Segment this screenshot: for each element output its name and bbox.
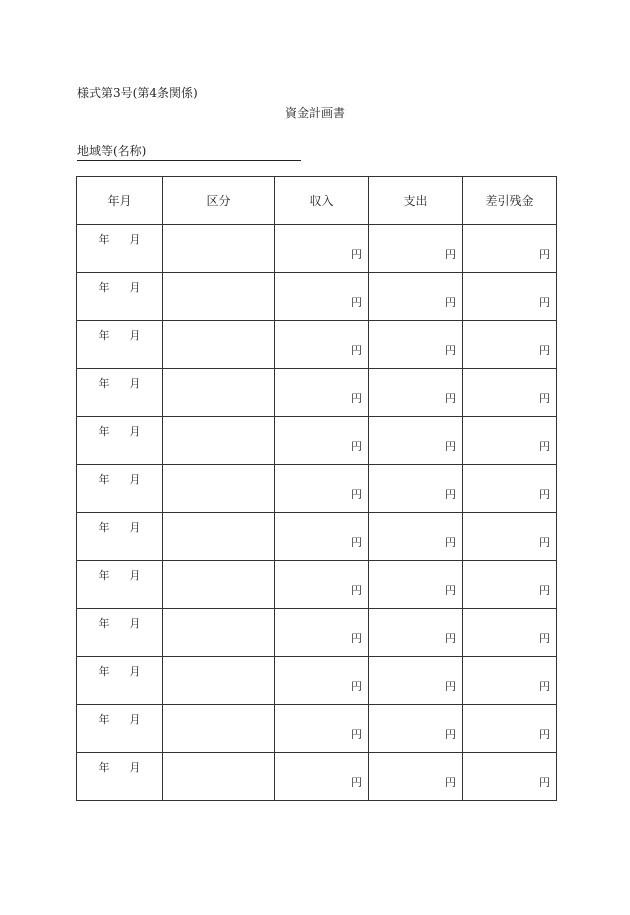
income-cell[interactable] [275, 465, 369, 513]
yen-unit: 円 [539, 776, 550, 789]
balance-cell[interactable] [463, 369, 557, 417]
yen-unit: 円 [351, 488, 362, 501]
form-number: 様式第3号(第4条関係) [77, 86, 198, 100]
income-cell[interactable] [275, 657, 369, 705]
category-cell[interactable] [163, 321, 275, 369]
yen-unit: 円 [351, 248, 362, 261]
year-month-cell[interactable] [77, 321, 163, 369]
yen-unit: 円 [539, 488, 550, 501]
balance-cell[interactable] [463, 609, 557, 657]
expense-cell[interactable] [369, 273, 463, 321]
category-cell[interactable] [163, 225, 275, 273]
category-cell[interactable] [163, 753, 275, 801]
balance-cell[interactable] [463, 513, 557, 561]
balance-cell[interactable] [463, 225, 557, 273]
income-cell[interactable] [275, 513, 369, 561]
expense-cell[interactable] [369, 705, 463, 753]
yen-unit: 円 [351, 344, 362, 357]
expense-cell[interactable] [369, 369, 463, 417]
year-label: 年 [98, 665, 110, 678]
year-label: 年 [98, 713, 110, 726]
month-label: 月 [129, 617, 141, 630]
year-month-cell[interactable] [77, 417, 163, 465]
yen-unit: 円 [539, 440, 550, 453]
table-row [77, 417, 557, 465]
header-year-month: 年月 [77, 177, 163, 225]
yen-unit: 円 [445, 248, 456, 261]
month-label: 月 [129, 281, 141, 294]
balance-cell[interactable] [463, 561, 557, 609]
yen-unit: 円 [445, 632, 456, 645]
yen-unit: 円 [539, 392, 550, 405]
balance-cell[interactable] [463, 657, 557, 705]
yen-unit: 円 [445, 680, 456, 693]
month-label: 月 [129, 665, 141, 678]
table-row [77, 225, 557, 273]
category-cell[interactable] [163, 465, 275, 513]
expense-cell[interactable] [369, 561, 463, 609]
year-month-cell[interactable] [77, 753, 163, 801]
expense-cell[interactable] [369, 657, 463, 705]
year-label: 年 [98, 377, 110, 390]
yen-unit: 円 [351, 536, 362, 549]
expense-cell[interactable] [369, 465, 463, 513]
year-month-cell[interactable] [77, 513, 163, 561]
category-cell[interactable] [163, 609, 275, 657]
category-cell[interactable] [163, 513, 275, 561]
month-label: 月 [129, 473, 141, 486]
year-label: 年 [98, 233, 110, 246]
header-expense: 支出 [369, 177, 463, 225]
table-row [77, 657, 557, 705]
yen-unit: 円 [445, 488, 456, 501]
month-label: 月 [129, 425, 141, 438]
table-row [77, 369, 557, 417]
region-name-field: 地域等(名称) [77, 142, 301, 161]
year-month-cell[interactable] [77, 657, 163, 705]
yen-unit: 円 [539, 248, 550, 261]
balance-cell[interactable] [463, 417, 557, 465]
income-cell[interactable] [275, 561, 369, 609]
month-label: 月 [129, 713, 141, 726]
expense-cell[interactable] [369, 609, 463, 657]
expense-cell[interactable] [369, 513, 463, 561]
header-income: 収入 [275, 177, 369, 225]
table-row [77, 609, 557, 657]
yen-unit: 円 [445, 392, 456, 405]
year-month-cell[interactable] [77, 609, 163, 657]
header-balance: 差引残金 [463, 177, 557, 225]
income-cell[interactable] [275, 369, 369, 417]
yen-unit: 円 [539, 632, 550, 645]
income-cell[interactable] [275, 321, 369, 369]
yen-unit: 円 [445, 440, 456, 453]
income-cell[interactable] [275, 225, 369, 273]
expense-cell[interactable] [369, 225, 463, 273]
balance-cell[interactable] [463, 273, 557, 321]
month-label: 月 [129, 761, 141, 774]
year-label: 年 [98, 521, 110, 534]
yen-unit: 円 [539, 296, 550, 309]
expense-cell[interactable] [369, 321, 463, 369]
year-label: 年 [98, 281, 110, 294]
expense-cell[interactable] [369, 417, 463, 465]
year-month-cell[interactable] [77, 465, 163, 513]
yen-unit: 円 [445, 584, 456, 597]
year-label: 年 [98, 329, 110, 342]
yen-unit: 円 [445, 728, 456, 741]
table-body [77, 225, 557, 801]
yen-unit: 円 [351, 776, 362, 789]
yen-unit: 円 [351, 680, 362, 693]
table-header-row [77, 177, 557, 225]
income-cell[interactable] [275, 273, 369, 321]
table-row [77, 561, 557, 609]
month-label: 月 [129, 521, 141, 534]
month-label: 月 [129, 377, 141, 390]
category-cell[interactable] [163, 657, 275, 705]
table-row [77, 273, 557, 321]
year-label: 年 [98, 617, 110, 630]
balance-cell[interactable] [463, 753, 557, 801]
table-row [77, 513, 557, 561]
header-category: 区分 [163, 177, 275, 225]
income-cell[interactable] [275, 609, 369, 657]
year-label: 年 [98, 761, 110, 774]
table-row [77, 321, 557, 369]
year-month-cell[interactable] [77, 369, 163, 417]
table-row [77, 465, 557, 513]
yen-unit: 円 [351, 440, 362, 453]
yen-unit: 円 [351, 632, 362, 645]
income-cell[interactable] [275, 417, 369, 465]
yen-unit: 円 [351, 392, 362, 405]
yen-unit: 円 [445, 536, 456, 549]
year-label: 年 [98, 569, 110, 582]
table-row [77, 753, 557, 801]
yen-unit: 円 [351, 584, 362, 597]
yen-unit: 円 [539, 728, 550, 741]
balance-cell[interactable] [463, 321, 557, 369]
year-month-cell[interactable] [77, 225, 163, 273]
year-label: 年 [98, 425, 110, 438]
month-label: 月 [129, 329, 141, 342]
month-label: 月 [129, 569, 141, 582]
yen-unit: 円 [539, 536, 550, 549]
year-month-cell[interactable] [77, 561, 163, 609]
month-label: 月 [129, 233, 141, 246]
balance-cell[interactable] [463, 705, 557, 753]
yen-unit: 円 [351, 728, 362, 741]
table-row [77, 705, 557, 753]
category-cell[interactable] [163, 705, 275, 753]
yen-unit: 円 [539, 680, 550, 693]
year-month-cell[interactable] [77, 273, 163, 321]
yen-unit: 円 [539, 584, 550, 597]
category-cell[interactable] [163, 369, 275, 417]
document-title: 資金計画書 [284, 106, 345, 120]
yen-unit: 円 [539, 344, 550, 357]
yen-unit: 円 [351, 296, 362, 309]
fund-plan-table [76, 176, 557, 801]
yen-unit: 円 [445, 776, 456, 789]
category-cell[interactable] [163, 561, 275, 609]
year-label: 年 [98, 473, 110, 486]
income-cell[interactable] [275, 705, 369, 753]
expense-cell[interactable] [369, 753, 463, 801]
income-cell[interactable] [275, 753, 369, 801]
yen-unit: 円 [445, 296, 456, 309]
category-cell[interactable] [163, 273, 275, 321]
year-month-cell[interactable] [77, 705, 163, 753]
yen-unit: 円 [445, 344, 456, 357]
balance-cell[interactable] [463, 465, 557, 513]
category-cell[interactable] [163, 417, 275, 465]
